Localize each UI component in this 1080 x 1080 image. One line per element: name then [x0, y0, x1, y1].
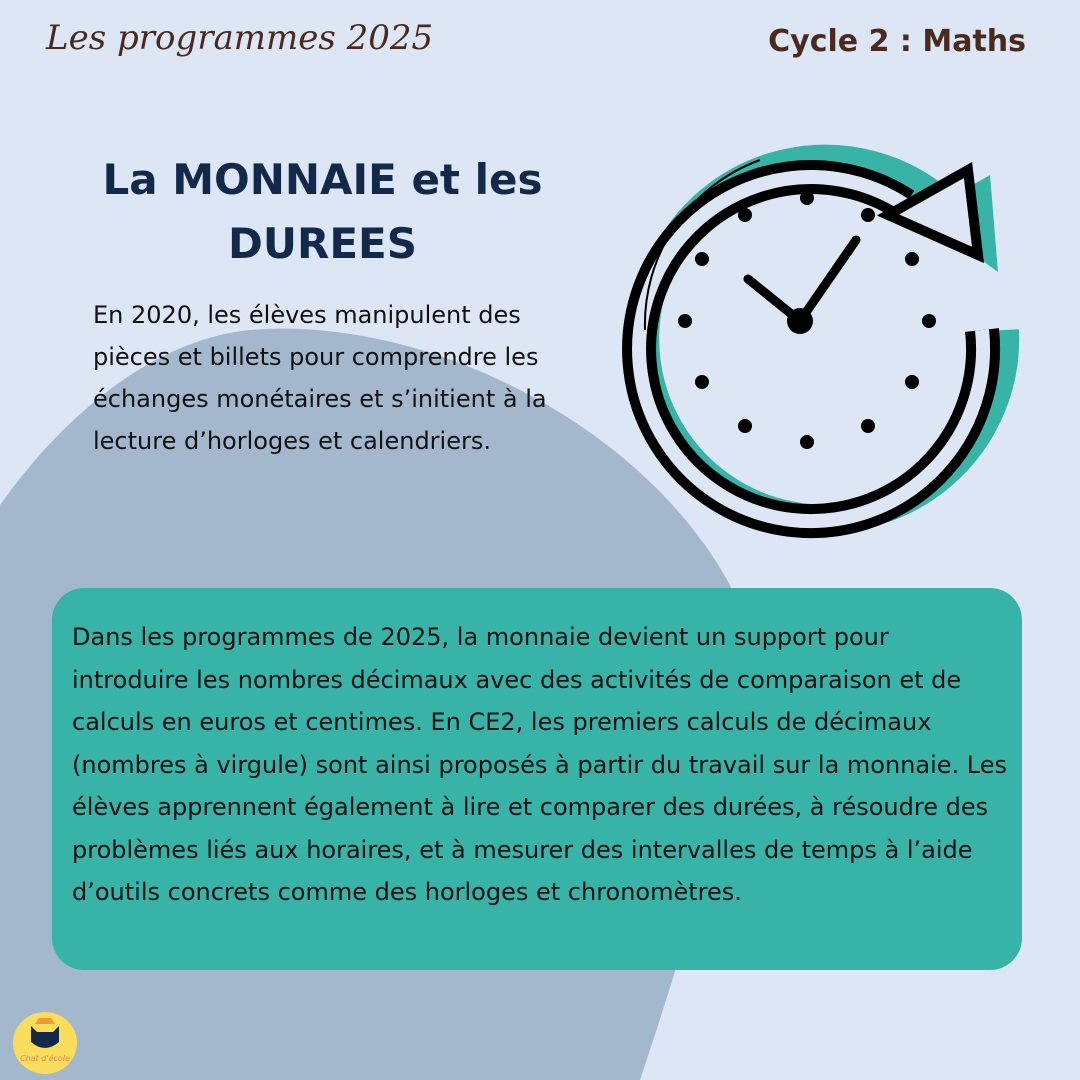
cat-graduation-cap-logo: [13, 1012, 77, 1074]
info-box: [52, 588, 1022, 970]
logo-text: Chat d'école: [20, 1054, 70, 1063]
title-line-2: DUREES: [228, 219, 417, 268]
intro-paragraph: En 2020, les élèves manipulent des pièces et billets pour comprendre les échanges monétaires et s’initient à la lecture d’horloges et calendriers.: [93, 301, 547, 455]
clock-with-circular-arrow-icon: [610, 140, 1040, 540]
page-title: [80, 148, 565, 276]
title-line-1: La MONNAIE et les: [102, 155, 543, 204]
cat-icon: [13, 1012, 77, 1056]
subject-label: Cycle 2 : Maths: [768, 24, 1026, 59]
series-title: Les programmes 2025: [46, 18, 434, 58]
info-box-text: Dans les programmes de 2025, la monnaie devient un support pour introduire les nombres décimaux avec des activités de comparaison et de calculs en euros et centimes. En CE2, les premiers calculs de décimaux (nombres à virgule) sont ainsi proposés à partir du travail sur la monnaie. Les élèves apprennent également à lire et comparer des durées, à résoudre des problèmes liés aux horaires, et à mesurer des intervalles de temps à l’aide d’outils concrets comme des horloges et chronomètres.: [72, 623, 1008, 906]
